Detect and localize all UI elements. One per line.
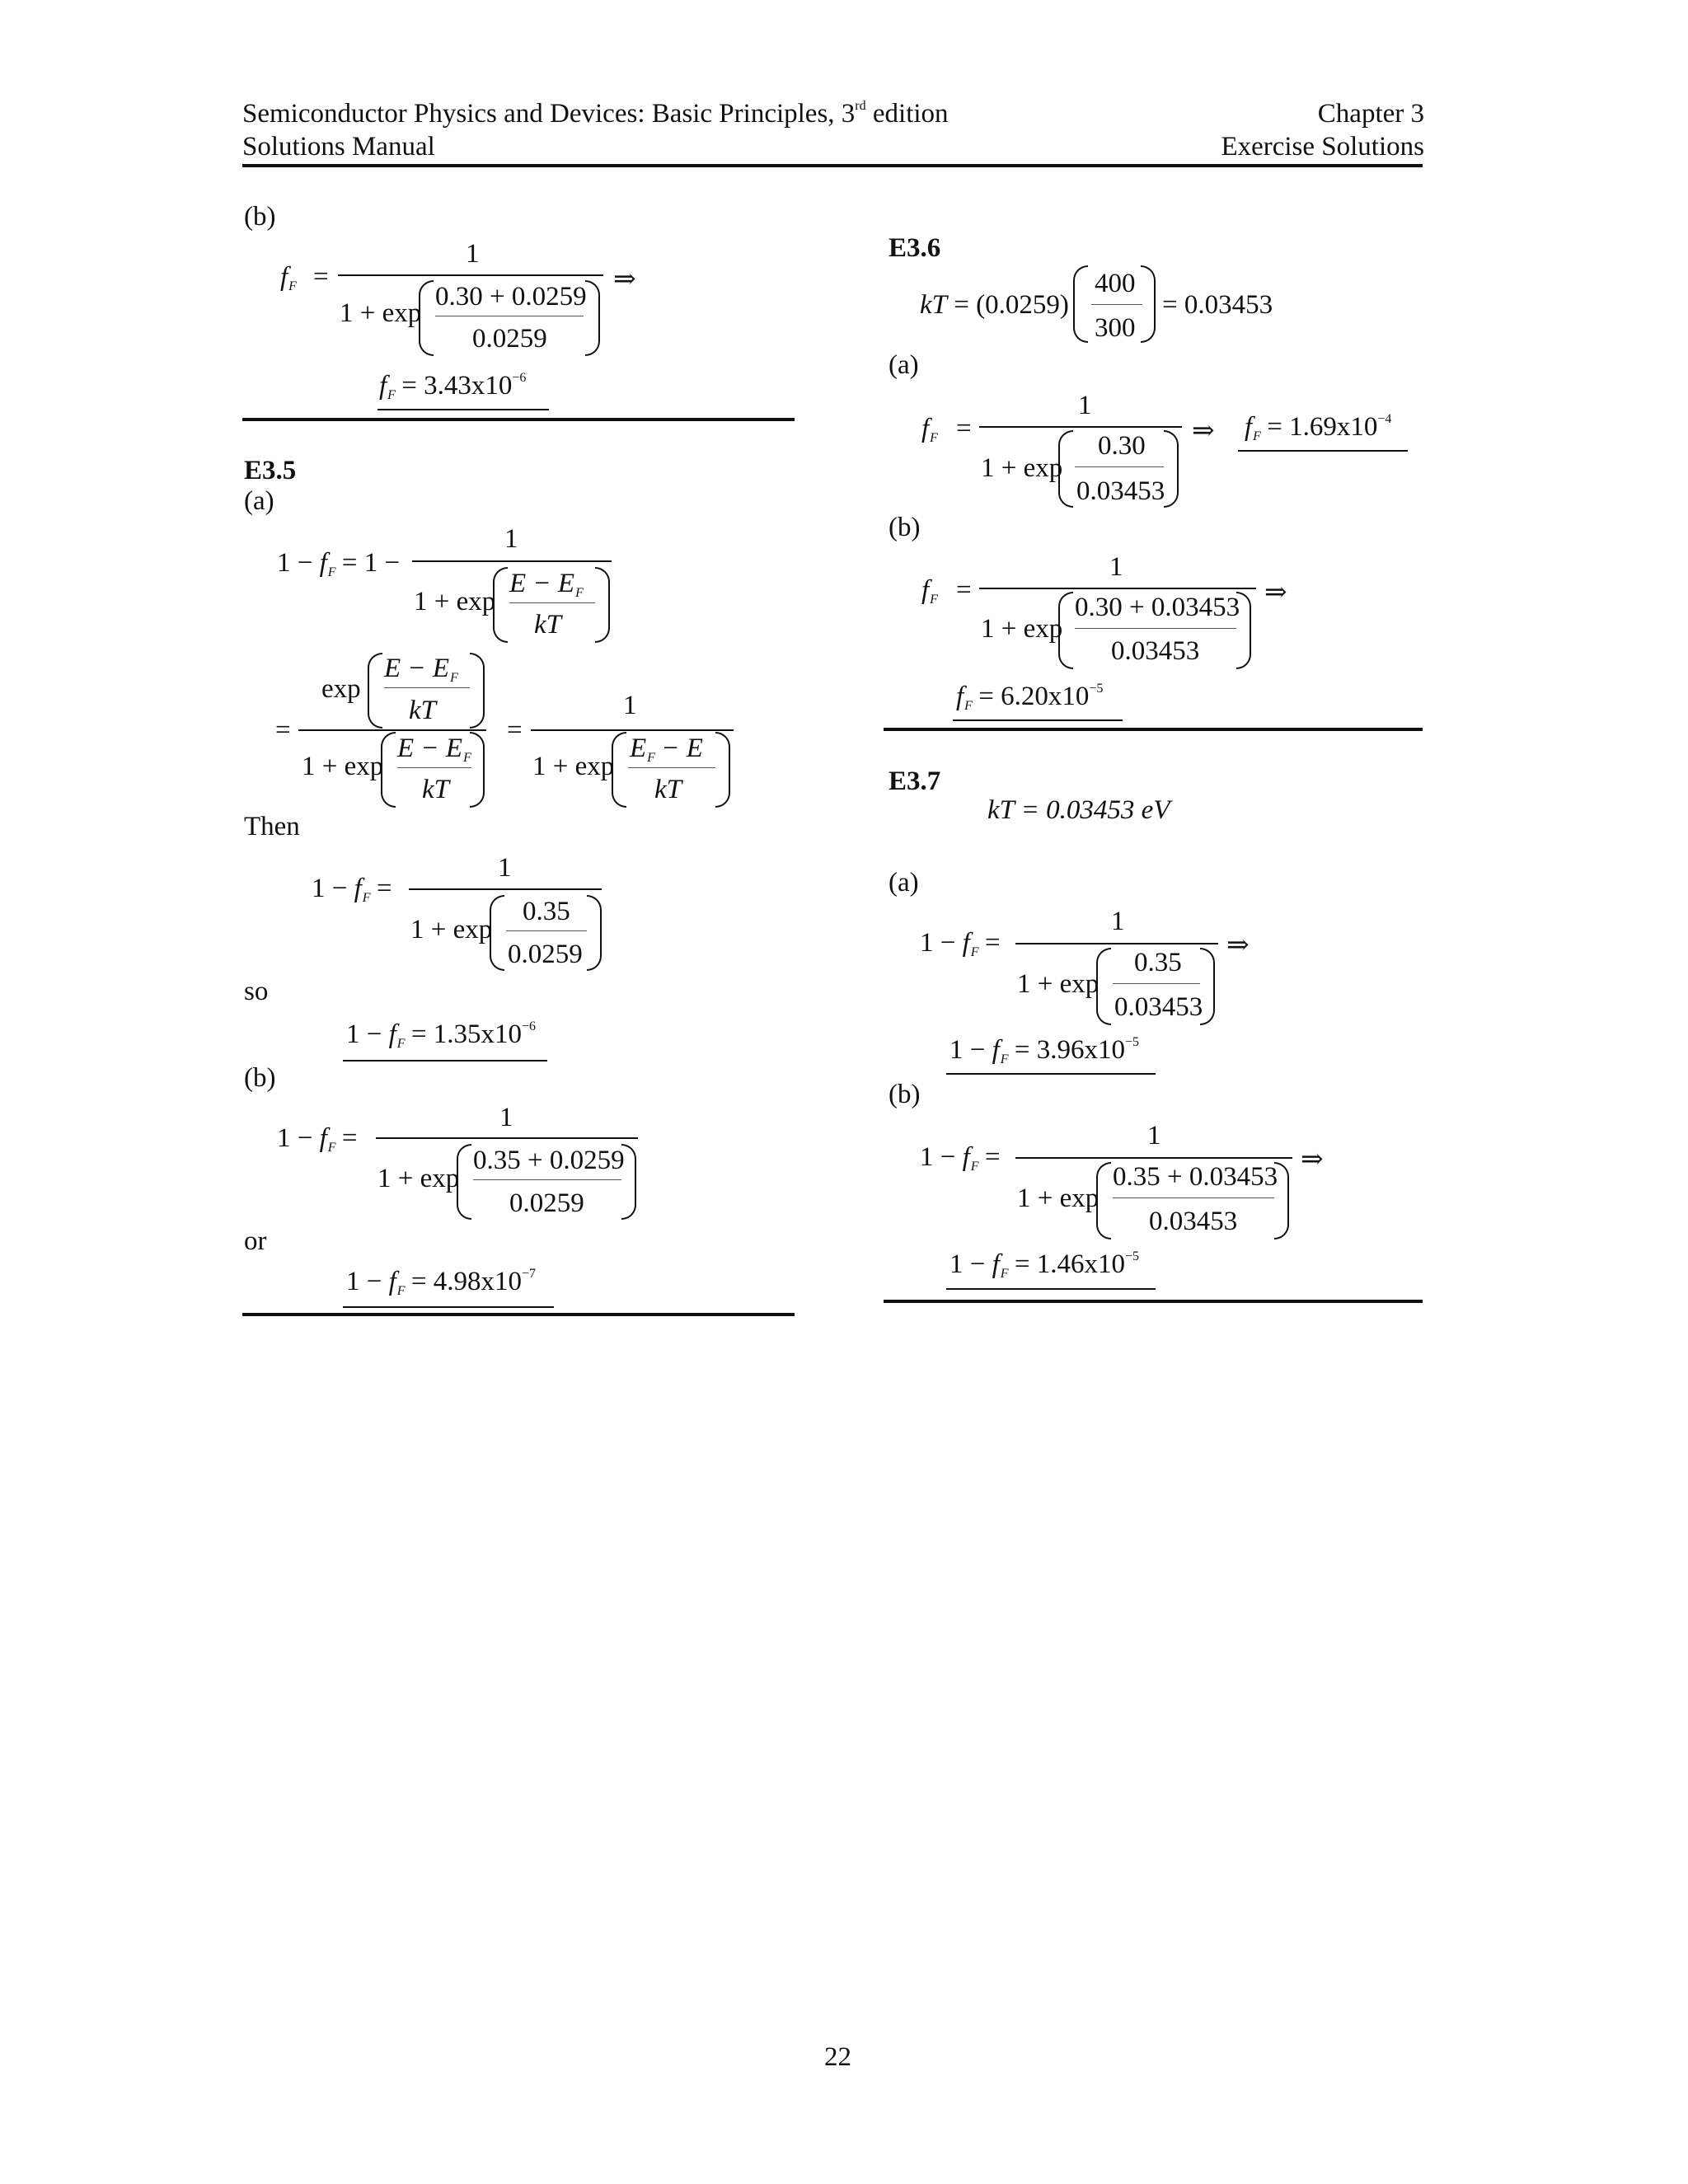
eq2-f: f: [319, 548, 327, 578]
eq3-exp: exp: [321, 674, 361, 704]
eq4-lhs: [312, 874, 392, 904]
eq7-inner-line: [1075, 628, 1236, 629]
e37-kt-line: kT = 0.03453 eV: [987, 795, 1170, 825]
eq2-numerator: 1: [504, 524, 518, 554]
eq8-F: F: [970, 945, 979, 959]
result4-F: F: [1253, 429, 1261, 443]
eq1-lparen: [419, 280, 434, 356]
eq3-top-F: F: [450, 671, 458, 685]
eq4-rparen: [587, 895, 602, 971]
eq2-inner-F: F: [575, 586, 584, 600]
eq5-inner-num: 0.35 + 0.0259: [473, 1146, 625, 1175]
eq9-inner-num: 0.35 + 0.03453: [1113, 1162, 1278, 1192]
result4-underline: [1238, 450, 1408, 452]
eq3-2-den: kT: [654, 775, 682, 804]
header-chapter: Chapter 3: [1317, 99, 1424, 129]
eq8-inner-line: [1113, 983, 1200, 984]
eq4-one-minus: 1 −: [312, 874, 354, 903]
eq3-top-lparen: [368, 653, 382, 729]
result3-value: = 4.98x10: [410, 1267, 522, 1296]
eq7-lhs: [921, 575, 937, 606]
eq9-frac-line: [1015, 1157, 1292, 1159]
eq6-frac-line: [979, 426, 1182, 428]
eq3-2-F: F: [647, 751, 655, 765]
result3-underline: [343, 1306, 554, 1308]
section-rule-4: [884, 1300, 1423, 1303]
eq7-inner-den: 0.03453: [1111, 636, 1200, 666]
eq4-inner-den: 0.0259: [508, 940, 583, 969]
eq4-inner-line: [506, 930, 587, 931]
result6-exp: −5: [1124, 1035, 1139, 1049]
eq1-f: f: [280, 262, 288, 292]
result7-value: = 1.46x10: [1014, 1249, 1125, 1279]
eq6-inner-den: 0.03453: [1076, 476, 1165, 506]
eq6-f: f: [921, 414, 930, 443]
e36-heading: E3.6: [889, 233, 941, 263]
eq4-one-plus-exp: 1 + exp: [410, 915, 493, 944]
eq8-one-plus-exp: 1 + exp: [1017, 969, 1100, 999]
e35-part-a: (a): [244, 486, 274, 516]
eq8-inner-den: 0.03453: [1114, 992, 1203, 1022]
eq9-inner-den: 0.03453: [1149, 1207, 1238, 1236]
eq3-frac-line-2: [531, 729, 734, 731]
result7: [950, 1249, 1139, 1280]
eq8-numerator: 1: [1111, 907, 1125, 936]
result2-exp: −6: [521, 1019, 536, 1033]
eq4-eq: =: [376, 874, 392, 903]
eq2-lparen: [493, 567, 508, 643]
result1-underline: [377, 409, 549, 410]
eq5-inner-den: 0.0259: [509, 1188, 584, 1218]
eq9-numerator: 1: [1147, 1121, 1161, 1151]
eq3-top-num: [384, 654, 457, 684]
eq1-rparen: [585, 280, 600, 356]
result4-value: = 1.69x10: [1267, 412, 1378, 442]
result5: [956, 682, 1103, 712]
result3-f: f: [388, 1267, 396, 1296]
eq3-2-num: [630, 733, 703, 764]
result2: [346, 1019, 536, 1050]
eq8-f: f: [962, 928, 970, 958]
eq2-frac-line: [412, 560, 612, 562]
label-b: (b): [244, 202, 276, 232]
page-number: 22: [824, 2042, 851, 2072]
result2-one-minus: 1 −: [346, 1019, 389, 1049]
result6-one-minus: 1 −: [950, 1035, 992, 1065]
eq2-F: F: [327, 565, 336, 579]
eq1-equals: =: [313, 262, 329, 292]
eq4-inner-num: 0.35: [523, 897, 570, 926]
eq7-frac-line: [979, 588, 1256, 589]
eq5-inner-line: [473, 1179, 621, 1180]
result5-f: f: [956, 682, 964, 711]
eq7-lparen: [1058, 592, 1073, 669]
eq5-F: F: [327, 1141, 336, 1155]
eq6-eq: =: [956, 414, 972, 443]
eq3-bot-num: [397, 733, 471, 764]
eq3-bot-rparen: [470, 732, 485, 808]
eq8-frac-line: [1015, 943, 1218, 944]
eq2-lhs: [277, 548, 400, 579]
eq4-lparen: [490, 895, 504, 971]
eq7-eq: =: [956, 575, 972, 605]
eq8-lparen: [1096, 948, 1111, 1025]
part-b-2: (b): [244, 1063, 276, 1093]
eq5-eq: =: [341, 1123, 358, 1153]
result6: [950, 1035, 1139, 1066]
eq9-arrow: ⇒: [1301, 1145, 1324, 1174]
eq6-inner-line: [1075, 466, 1164, 467]
result2-f: f: [388, 1019, 396, 1049]
eq8-eq: =: [984, 928, 1001, 958]
kt-rparen: [1141, 265, 1156, 343]
eq4-F: F: [362, 891, 371, 905]
eq7-arrow: ⇒: [1264, 578, 1287, 607]
result3: [346, 1267, 536, 1297]
kt-den: 300: [1095, 313, 1136, 343]
eq1-frac-line: [338, 274, 603, 276]
result3-one-minus: 1 −: [346, 1267, 389, 1296]
eq4-numerator: 1: [498, 853, 512, 883]
eq6-arrow: ⇒: [1192, 416, 1215, 446]
result2-underline: [343, 1060, 547, 1062]
eq9-one-plus-exp: 1 + exp: [1017, 1183, 1100, 1213]
result2-value: = 1.35x10: [410, 1019, 522, 1049]
eq1-one-plus-exp: 1 + exp: [340, 298, 422, 328]
kt-eq-lhs: kT = (0.0259): [920, 290, 1069, 320]
result5-value: = 6.20x10: [978, 682, 1090, 711]
eq3-2-rparen: [715, 732, 730, 808]
header-subtitle: Solutions Manual: [242, 132, 435, 162]
eq5-f: f: [319, 1123, 327, 1153]
eq2-one-minus: 1 −: [277, 548, 320, 578]
eq3-bot-line: [397, 767, 471, 768]
eq3-top-e-ef: E − E: [384, 654, 450, 683]
eq2-e-ef: E − E: [509, 569, 575, 598]
eq2-inner-num: [509, 569, 583, 599]
eq1-numerator: 1: [466, 239, 480, 269]
eq6-one-plus-exp: 1 + exp: [981, 453, 1063, 483]
header-rule: [242, 164, 1423, 167]
kt-lparen: [1073, 265, 1088, 343]
or-label: or: [244, 1226, 267, 1256]
eq5-lhs: [277, 1123, 357, 1154]
result7-exp: −5: [1124, 1249, 1139, 1263]
eq3-top-rparen: [470, 653, 485, 729]
so-label: so: [244, 977, 269, 1006]
eq8-lhs: [920, 928, 1000, 958]
eq6-lhs: [921, 414, 937, 444]
eq9-eq: =: [984, 1142, 1001, 1172]
eq3-equals-2: =: [507, 715, 523, 745]
result3-F: F: [396, 1284, 406, 1298]
eq3-bot-lparen: [381, 732, 396, 808]
result3-exp: −7: [521, 1267, 536, 1281]
result1-value: = 3.43x10: [401, 371, 513, 401]
eq1-inner-den: 0.0259: [472, 324, 547, 354]
eq7-f: f: [921, 575, 930, 605]
e37-part-a: (a): [889, 868, 919, 898]
eq2-rparen: [595, 567, 610, 643]
eq6-F: F: [930, 431, 938, 445]
eq7-F: F: [930, 593, 938, 607]
kt-result: = 0.03453: [1162, 290, 1273, 320]
header-title-post: edition: [865, 99, 949, 129]
eq3-bot-den: kT: [422, 775, 449, 804]
eq6-inner-num: 0.30: [1098, 431, 1146, 461]
section-rule-1: [242, 418, 795, 421]
eq1-arrow: ⇒: [613, 265, 636, 294]
header-title-sup: rd: [855, 99, 866, 113]
eq3-top-line: [384, 687, 470, 688]
result1-f: f: [379, 371, 387, 401]
result4-exp: −4: [1377, 412, 1392, 426]
result7-f: f: [992, 1249, 1000, 1279]
eq9-lhs: [920, 1142, 1000, 1173]
eq9-f: f: [962, 1142, 970, 1172]
eq5-lparen: [457, 1144, 471, 1220]
eq1-lhs: [280, 262, 296, 293]
eq9-inner-line: [1113, 1197, 1274, 1198]
eq5-numerator: 1: [499, 1103, 513, 1132]
eq3-bottom-one-plus-exp: 1 + exp: [302, 752, 384, 781]
e36-part-b: (b): [889, 513, 921, 542]
result2-F: F: [396, 1037, 406, 1051]
eq7-one-plus-exp: 1 + exp: [981, 614, 1063, 644]
eq6-numerator: 1: [1078, 391, 1092, 420]
e37-part-b: (b): [889, 1080, 921, 1109]
eq4-f: f: [354, 874, 362, 903]
eq3-2-one-plus-exp: 1 + exp: [532, 752, 615, 781]
eq5-frac-line: [376, 1137, 638, 1139]
eq8-inner-num: 0.35: [1134, 948, 1182, 977]
section-rule-2: [242, 1313, 795, 1316]
eq3-frac-line-1: [298, 729, 486, 731]
eq3-2-line: [628, 767, 715, 768]
result6-value: = 3.96x10: [1014, 1035, 1125, 1065]
result6-F: F: [1000, 1052, 1009, 1066]
eq9-one-minus: 1 −: [920, 1142, 963, 1172]
section-rule-3: [884, 728, 1423, 731]
eq9-lparen: [1096, 1162, 1111, 1240]
result6-underline: [946, 1073, 1156, 1075]
e35-heading: E3.5: [244, 456, 297, 485]
eq3-bot-F: F: [463, 751, 471, 765]
result1-F: F: [387, 388, 396, 402]
eq2-inner-den: kT: [534, 610, 561, 640]
eq1-inner-num: 0.30 + 0.0259: [435, 282, 587, 312]
e37-heading: E3.7: [889, 766, 941, 796]
result7-underline: [946, 1288, 1156, 1290]
eq4-frac-line: [409, 888, 602, 890]
eq2-one-plus-exp: 1 + exp: [414, 587, 496, 616]
eq8-arrow: ⇒: [1226, 930, 1250, 960]
result6-f: f: [992, 1035, 1000, 1065]
eq2-inner-line: [509, 602, 595, 603]
eq5-one-minus: 1 −: [277, 1123, 320, 1153]
eq7-inner-num: 0.30 + 0.03453: [1075, 593, 1240, 622]
then-label: Then: [244, 812, 300, 841]
eq2-eq-one-minus: = 1 −: [341, 548, 401, 578]
eq9-F: F: [970, 1160, 979, 1174]
header-title-text: Semiconductor Physics and Devices: Basic Principles, 3: [242, 99, 856, 129]
result5-exp: −5: [1089, 682, 1104, 696]
eq3-top-den: kT: [409, 696, 436, 725]
eq6-rparen: [1164, 430, 1179, 508]
result5-F: F: [964, 699, 973, 713]
result1: [379, 371, 526, 401]
eq6-lparen: [1058, 430, 1073, 508]
eq5-one-plus-exp: 1 + exp: [377, 1164, 460, 1193]
eq7-numerator: 1: [1109, 552, 1123, 582]
result1-exp: −6: [512, 371, 527, 385]
eq1-F: F: [288, 279, 297, 293]
eq3-bot-e-ef: E − E: [397, 733, 463, 763]
eq3-num-2: 1: [623, 691, 637, 720]
result5-underline: [953, 719, 1123, 721]
eq3-2-e: E: [630, 733, 647, 763]
result7-one-minus: 1 −: [950, 1249, 992, 1279]
eq3-2-minus-e: − E: [654, 733, 703, 763]
e36-part-a: (a): [889, 350, 919, 380]
header-section: Exercise Solutions: [1221, 132, 1424, 162]
eq8-one-minus: 1 −: [920, 928, 963, 958]
kt-frac-line: [1091, 304, 1142, 305]
result7-F: F: [1000, 1267, 1009, 1281]
eq3-equals-1: =: [275, 715, 291, 745]
kt-num: 400: [1095, 269, 1136, 298]
result4: [1245, 412, 1391, 443]
result4-f: f: [1245, 412, 1253, 442]
eq3-2-lparen: [612, 732, 626, 808]
